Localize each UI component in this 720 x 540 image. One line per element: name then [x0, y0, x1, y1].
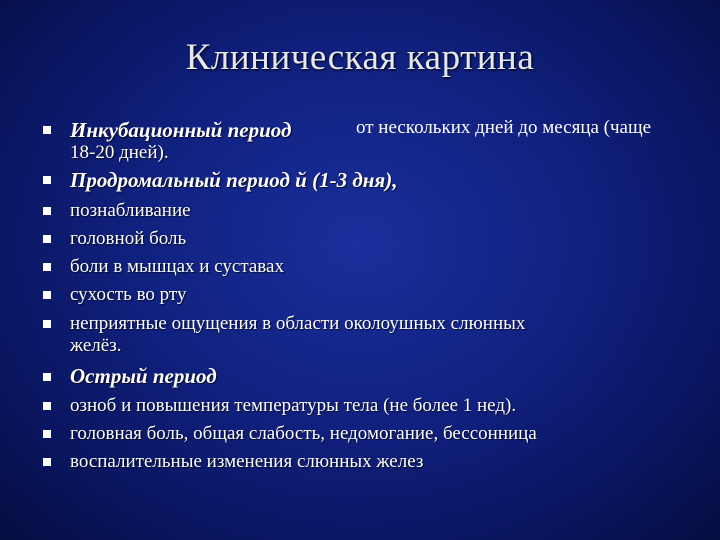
- bullet-icon: [43, 126, 51, 134]
- bullet-icon: [43, 291, 51, 299]
- item-text: воспалительные изменения слюнных желез: [70, 451, 424, 472]
- bullet-icon: [43, 176, 51, 184]
- bullet-icon: [43, 235, 51, 243]
- item-text: озноб и повышения температуры тела (не более 1 нед).: [70, 395, 517, 416]
- bullet-icon: [43, 373, 51, 381]
- bullet-icon: [43, 402, 51, 410]
- bullet-icon: [43, 263, 51, 271]
- item-text: сухость во рту: [70, 284, 187, 305]
- item-text: головной боль: [70, 228, 187, 249]
- item-text: боли в мышцах и суставах: [70, 256, 284, 277]
- item-heading: Продромальный период й (1-3 дня),: [70, 168, 398, 192]
- bullet-icon: [43, 430, 51, 438]
- item-continuation: 18-20 дней).: [70, 142, 169, 163]
- bullet-icon: [43, 458, 51, 466]
- item-overlay-text: от нескольких дней до месяца (чаще: [356, 117, 652, 138]
- slide-title: Клиническая картина: [185, 37, 535, 78]
- bullet-icon: [43, 320, 51, 328]
- item-text: познабливание: [70, 200, 191, 221]
- item-heading: Острый период: [70, 364, 217, 388]
- item-text: головная боль, общая слабость, недомогание, бессонница: [70, 423, 537, 444]
- item-continuation: желёз.: [70, 335, 122, 356]
- item-heading: Инкубационный период: [70, 118, 292, 142]
- bullet-icon: [43, 207, 51, 215]
- item-text: неприятные ощущения в области околоушных слюнных: [70, 313, 526, 334]
